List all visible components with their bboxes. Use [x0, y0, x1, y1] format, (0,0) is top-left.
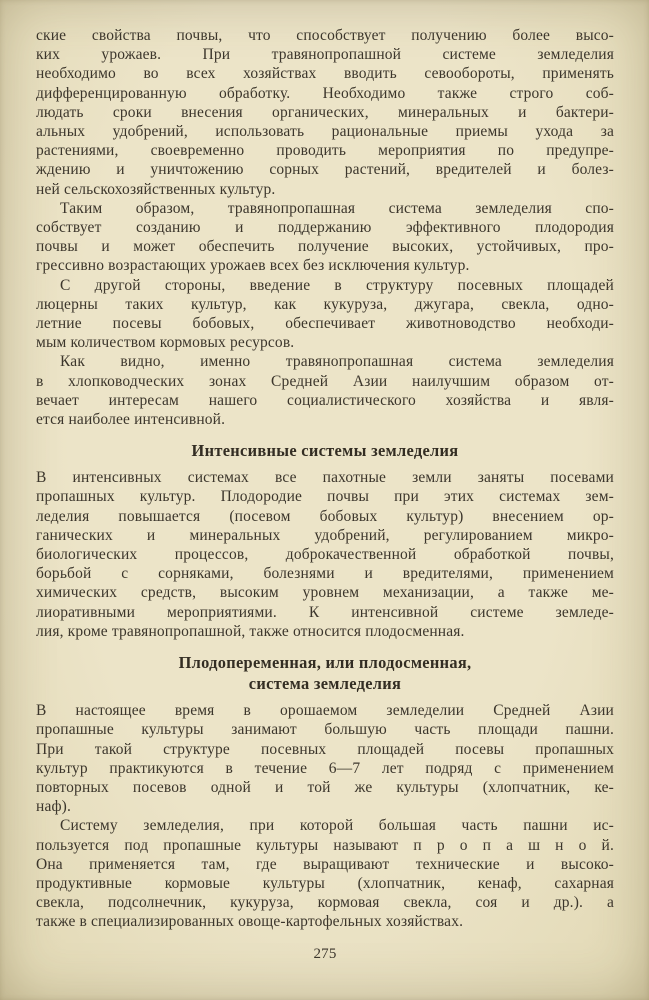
paragraph-intensive-systems-body: В интенсивных системах все пахотные земли заняты посевами пропашных культур. Плодородие почвы при этих системах зем- леделия повышается (посевом бобовых культур) внесением ор- ганических и минеральных удобрений, регулированием микро- биологических процессов, доброкачественной обработкой почвы, борьбой с сорняками, болезнями и вредителями, применением химических средств, высоким уровнем механизации, а также ме- лиоративными мероприятиями. К интенсивной системе земледе- лия, кроме травянопропашной, также относится плодосменная. [36, 469, 614, 640]
page-text-column [36, 26, 614, 964]
page-number: 275 [313, 945, 337, 962]
paragraph-continuation: ские свойства почвы, что способствует получению более высо- ких урожаев. При травянопропашной системе земледелия необходимо во всех хозяйствах вводить севообороты, применять дифференцированную обработку. Необходимо также строго соб- людать сроки внесения органических, минеральных и бактери- альных удобрений, использовать рациональные приемы ухода за растениями, своевременно проводить мероприятия по предупре- ждению и уничтожению сорных растений, вредителей и болез- ней сельскохозяйственных культур. [36, 27, 614, 198]
paragraph-conclusion-intensive: Как видно, именно травянопропашная система земледелия в хлопководческих зонах Средней Азии наилучшим образом от- вечает интересам нашего социалистического хозяйства и явля- ется наиболее интенсивной. [36, 353, 614, 429]
section-heading-intensive-systems: Интенсивные системы земледелия [191, 441, 459, 461]
section-heading-crop-rotation-system: Плодопеременная, или плодосменная, система земледелия [178, 653, 472, 694]
paragraph-irrigated-farming: В настоящее время в орошаемом земледелии Средней Азии пропашные культуры занимают большую часть площади пашни. При такой структуре посевных площадей посевы пропашных культур практикуются в течение 6—7 лет подряд с применением повторных посевов одной и той же культуры (хлопчатник, ке- наф). [36, 702, 614, 816]
paragraph-fodder-resources: С другой стороны, введение в структуру посевных площадей люцерны таких культур, как кукуруза, джугара, свекла, одно- летние посевы бобовых, обеспечивает животноводство необходи- мым количеством кормовых ресурсов. [36, 276, 614, 352]
paragraph-travyanopropashnaya-summary: Таким образом, травянопропашная система земледелия спо- собствует созданию и поддержанию эффективного плодородия почвы и может обеспечить получение высоких, устойчивых, про- грессивно возрастающих урожаев всех без исключения культур. [36, 199, 614, 275]
paragraph-propashnaya-system: Систему земледелия, при которой большая часть пашни ис- пользуется под пропашные культуры называют п р о п а ш н о й. Она применяется там, где выращивают технические и высоко- продуктивные кормовые культуры (хлопчатник, кенаф, сахарная свекла, подсолнечник, кукуруза, кормовая свекла, соя и др.). а также в специализированных овоще-картофельных хозяйствах. [36, 817, 614, 931]
